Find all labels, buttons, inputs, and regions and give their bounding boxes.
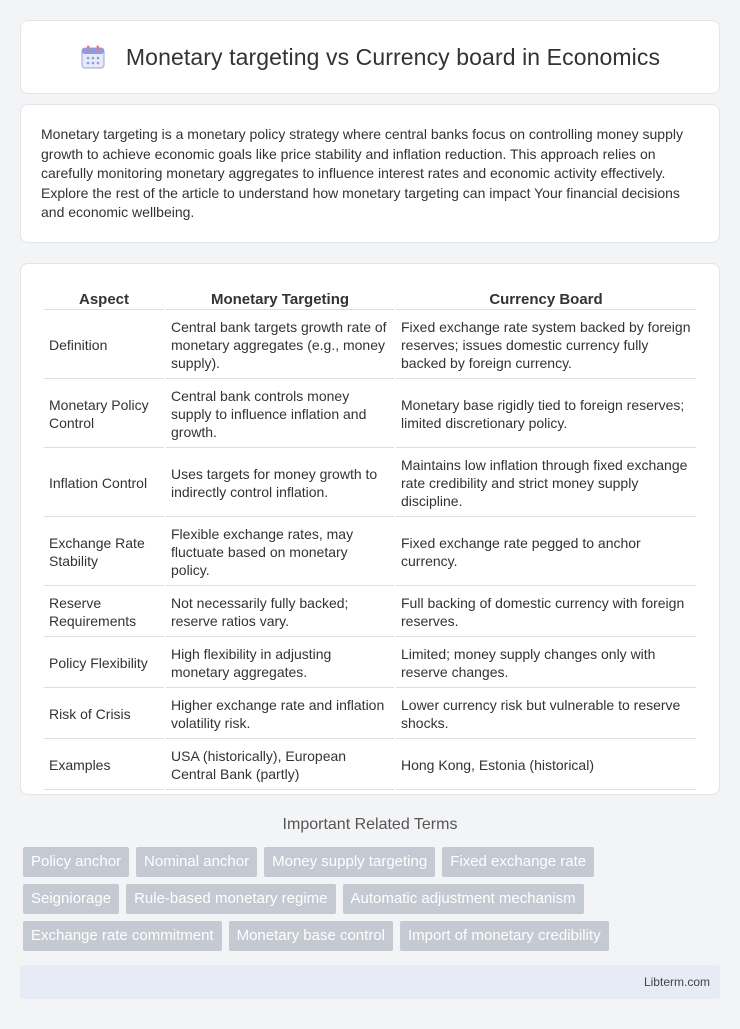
header-card	[20, 20, 720, 94]
tag-row	[23, 847, 723, 877]
aspect-cell: Inflation Control	[44, 450, 164, 517]
table-header-row	[44, 288, 696, 310]
aspect-cell: Reserve Requirements	[44, 588, 164, 637]
aspect-cell: Policy Flexibility	[44, 639, 164, 688]
tag-monetary-base-control[interactable]: Monetary base control	[229, 921, 393, 951]
monetary-targeting-cell: Flexible exchange rates, may fluctuate based on monetary policy.	[166, 519, 394, 586]
tag-money-supply-targeting[interactable]: Money supply targeting	[264, 847, 435, 877]
calendar-icon	[80, 44, 106, 70]
tag-rule-based-monetary-regime[interactable]: Rule-based monetary regime	[126, 884, 335, 914]
table-row	[44, 519, 696, 586]
table-row	[44, 381, 696, 448]
tag-row	[23, 921, 723, 951]
table-row	[44, 450, 696, 517]
monetary-targeting-cell: Central bank controls money supply to influence inflation and growth.	[166, 381, 394, 448]
tag-policy-anchor[interactable]: Policy anchor	[23, 847, 129, 877]
comparison-table-card	[20, 263, 720, 795]
tag-import-of-monetary-credibility[interactable]: Import of monetary credibility	[400, 921, 609, 951]
tag-fixed-exchange-rate[interactable]: Fixed exchange rate	[442, 847, 594, 877]
monetary-targeting-cell: High flexibility in adjusting monetary aggregates.	[166, 639, 394, 688]
aspect-cell: Definition	[44, 312, 164, 379]
monetary-targeting-cell: Central bank targets growth rate of monetary aggregates (e.g., money supply).	[166, 312, 394, 379]
tag-seigniorage[interactable]: Seigniorage	[23, 884, 119, 914]
related-terms-title: Important Related Terms	[282, 816, 458, 833]
table-row	[44, 312, 696, 379]
header-currency-board: Currency Board	[396, 288, 696, 310]
table-row	[44, 690, 696, 739]
header-monetary-targeting: Monetary Targeting	[166, 288, 394, 310]
comparison-table	[42, 286, 698, 792]
tag-nominal-anchor[interactable]: Nominal anchor	[136, 847, 257, 877]
currency-board-cell: Lower currency risk but vulnerable to reserve shocks.	[396, 690, 696, 739]
tag-automatic-adjustment-mechanism[interactable]: Automatic adjustment mechanism	[343, 884, 584, 914]
monetary-targeting-cell: Higher exchange rate and inflation volatility risk.	[166, 690, 394, 739]
page-title: Monetary targeting vs Currency board in Economics	[125, 43, 661, 70]
intro-text: Monetary targeting is a monetary policy strategy where central banks focus on controlling money supply growth to achieve economic goals like price stability and inflation reduction. This approach relies on carefully monitoring monetary aggregates to influence interest rates and economic activity effectively. Explore the rest of the article to understand how monetary targeting can impact Your financial decisions and economic wellbeing.	[41, 126, 683, 220]
footer	[20, 965, 720, 999]
aspect-cell: Exchange Rate Stability	[44, 519, 164, 586]
table-row	[44, 639, 696, 688]
currency-board-cell: Limited; money supply changes only with reserve changes.	[396, 639, 696, 688]
currency-board-cell: Maintains low inflation through fixed exchange rate credibility and strict money supply discipline.	[396, 450, 696, 517]
currency-board-cell: Fixed exchange rate system backed by foreign reserves; issues domestic currency fully backed by foreign currency.	[396, 312, 696, 379]
table-row	[44, 741, 696, 790]
related-terms-tags	[23, 847, 723, 958]
footer-site-link[interactable]: Libterm.com	[643, 975, 710, 989]
related-terms-section	[0, 816, 740, 846]
monetary-targeting-cell: Uses targets for money growth to indirectly control inflation.	[166, 450, 394, 517]
tag-row	[23, 884, 723, 914]
aspect-cell: Examples	[44, 741, 164, 790]
currency-board-cell: Hong Kong, Estonia (historical)	[396, 741, 696, 790]
currency-board-cell: Monetary base rigidly tied to foreign reserves; limited discretionary policy.	[396, 381, 696, 448]
header-aspect: Aspect	[44, 288, 164, 310]
currency-board-cell: Full backing of domestic currency with foreign reserves.	[396, 588, 696, 637]
aspect-cell: Monetary Policy Control	[44, 381, 164, 448]
tag-exchange-rate-commitment[interactable]: Exchange rate commitment	[23, 921, 222, 951]
monetary-targeting-cell: Not necessarily fully backed; reserve ratios vary.	[166, 588, 394, 637]
intro-card	[20, 104, 720, 243]
currency-board-cell: Fixed exchange rate pegged to anchor currency.	[396, 519, 696, 586]
aspect-cell: Risk of Crisis	[44, 690, 164, 739]
monetary-targeting-cell: USA (historically), European Central Bank (partly)	[166, 741, 394, 790]
table-row	[44, 588, 696, 637]
